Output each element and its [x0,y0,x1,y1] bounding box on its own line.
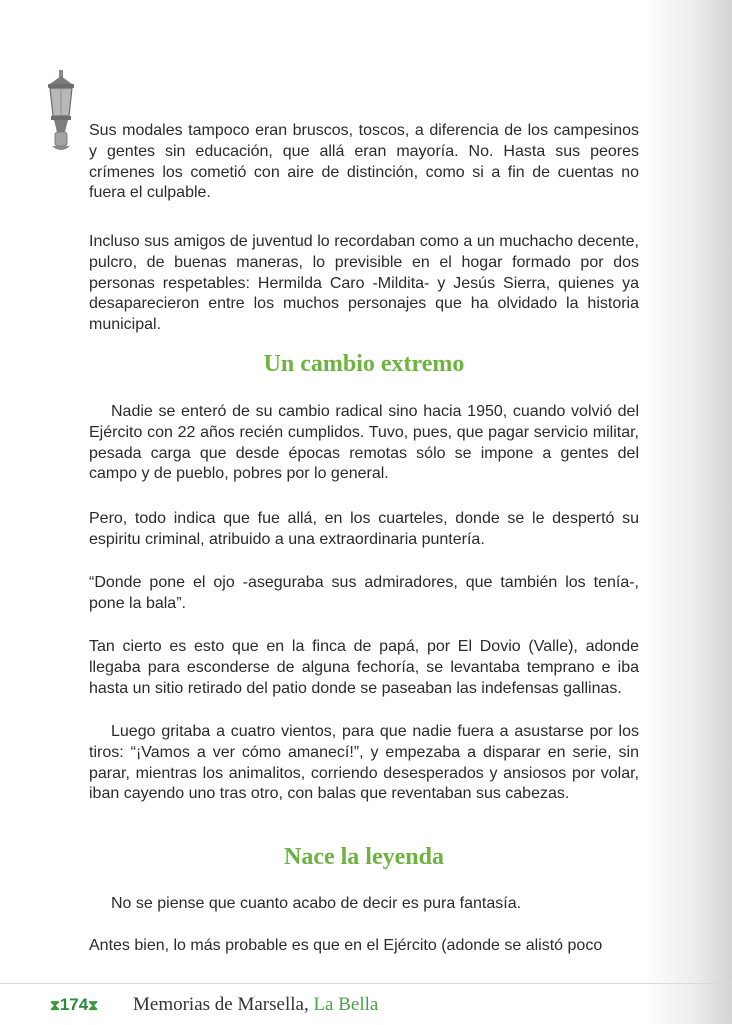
paragraph-1: Sus modales tampoco eran bruscos, toscos, a diferencia de los campesinos y gentes sin educación, que allá eran mayoría. No. Hasta sus peores crímenes los cometió con aire de distinción, como si a fin de cuentas no fuera el culpable. [89,122,639,202]
page-number-value: 174 [59,995,89,1014]
paragraph-7: Luego gritaba a cuatro vientos, para que nadie fuera a asustarse por los tiros: “¡Vamos a ver cómo amanecí!”, y empezaba a disparar en serie, sin parar, mientras los animalitos, corriendo desesperados y ansiosos por volar, iban cayendo uno tras otro, con balas que reventaban sus cabezas. [89,723,639,803]
paragraph-6: Tan cierto es esto que en la finca de papá, por El Dovio (Valle), adonde llegaba para esconderse de alguna fechoría, se levantaba temprano e iba hasta un sitio retirado del patio donde se paseaban las indefensas gallinas. [89,638,639,697]
section-heading-1: Un cambio extremo [263,351,465,377]
ornament-left-icon: ⧗ [50,997,60,1013]
book-title-subtitle: La Bella [313,994,379,1015]
page-number [50,995,98,1015]
paragraph-9: Antes bien, lo más probable es que en el Ejército (adonde se alistó poco [89,937,603,954]
ornament-right-icon: ⧗ [88,997,99,1013]
paragraph-5: “Donde pone el ojo -aseguraba sus admiradores, que también los tenía-, pone la bala”. [89,574,639,612]
paragraph-8: No se piense que cuanto acabo de decir es pura fantasía. [111,895,522,912]
paragraph-3: Nadie se enteró de su cambio radical sino hacia 1950, cuando volvió del Ejército con 22 años recién cumplidos. Tuvo, pues, que pagar servicio militar, pesada carga que desde épocas remotas sólo se impone a gentes del campo y de pueblo, pobres por lo general. [89,403,639,483]
book-title-main: Memorias de Marsella, [133,994,309,1015]
book-title [133,994,378,1016]
paragraph-2: Incluso sus amigos de juventud lo recordaban como a un muchacho decente, pulcro, de buenas maneras, lo previsible en el hogar formado por dos personas respetables: Hermilda Caro -Mildita- y Jesús Sierra, quienes ya desaparecieron entre los muchos personajes que ha olvidado la historia municipal. [89,233,639,334]
paragraph-4: Pero, todo indica que fue allá, en los cuarteles, donde se le despertó su espiritu criminal, atribuido a una extraordinaria puntería. [89,510,639,548]
page-footer [0,983,732,1025]
page-edge-shadow [642,0,732,1024]
street-lamp-icon [40,70,82,154]
section-heading-2: Nace la leyenda [284,844,444,870]
